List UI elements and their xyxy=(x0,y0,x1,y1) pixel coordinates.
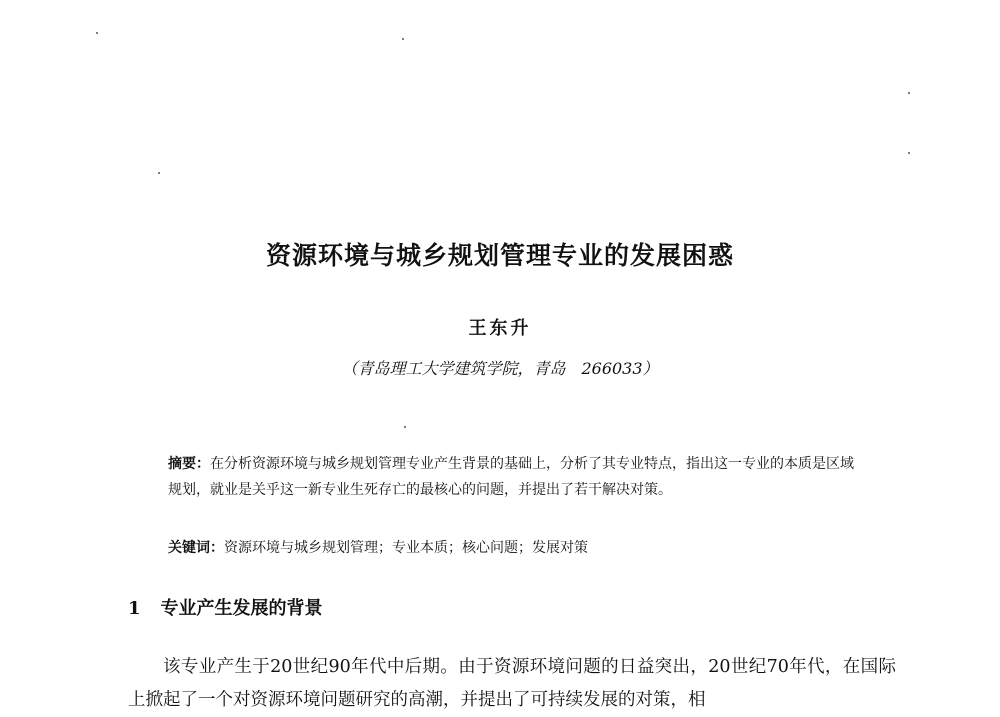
abstract-text: 在分析资源环境与城乡规划管理专业产生背景的基础上，分析了其专业特点，指出这一专业的本质是区域规划，就业是关乎这一新专业生死存亡的最核心的问题，并提出了若干解决对策。 xyxy=(168,456,854,498)
keywords-text: 资源环境与城乡规划管理；专业本质；核心问题；发展对策 xyxy=(224,540,588,556)
scan-speck xyxy=(402,38,404,40)
abstract-label: 摘要： xyxy=(168,456,210,472)
scan-speck xyxy=(96,32,98,34)
paper-affiliation: （青岛理工大学建筑学院，青岛 266033） xyxy=(341,359,659,378)
scan-speck xyxy=(158,172,160,174)
keywords-label: 关键词： xyxy=(168,540,224,556)
section-number: 1 xyxy=(128,598,141,619)
keywords xyxy=(168,537,858,559)
scan-speck xyxy=(908,152,910,154)
abstract xyxy=(168,451,858,503)
scan-speck xyxy=(404,426,406,428)
paper-author: 王东升 xyxy=(468,318,532,339)
section-heading xyxy=(128,594,323,620)
section-title: 专业产生发展的背景 xyxy=(160,598,323,619)
scan-speck xyxy=(908,92,910,94)
paper-title: 资源环境与城乡规划管理专业的发展困惑 xyxy=(265,241,734,270)
body-paragraph: 该专业产生于20世纪90年代中后期。由于资源环境问题的日益突出，20世纪70年代，在国际上掀起了一个对资源环境问题研究的高潮，并提出了可持续发展的对策，相 xyxy=(128,657,896,710)
